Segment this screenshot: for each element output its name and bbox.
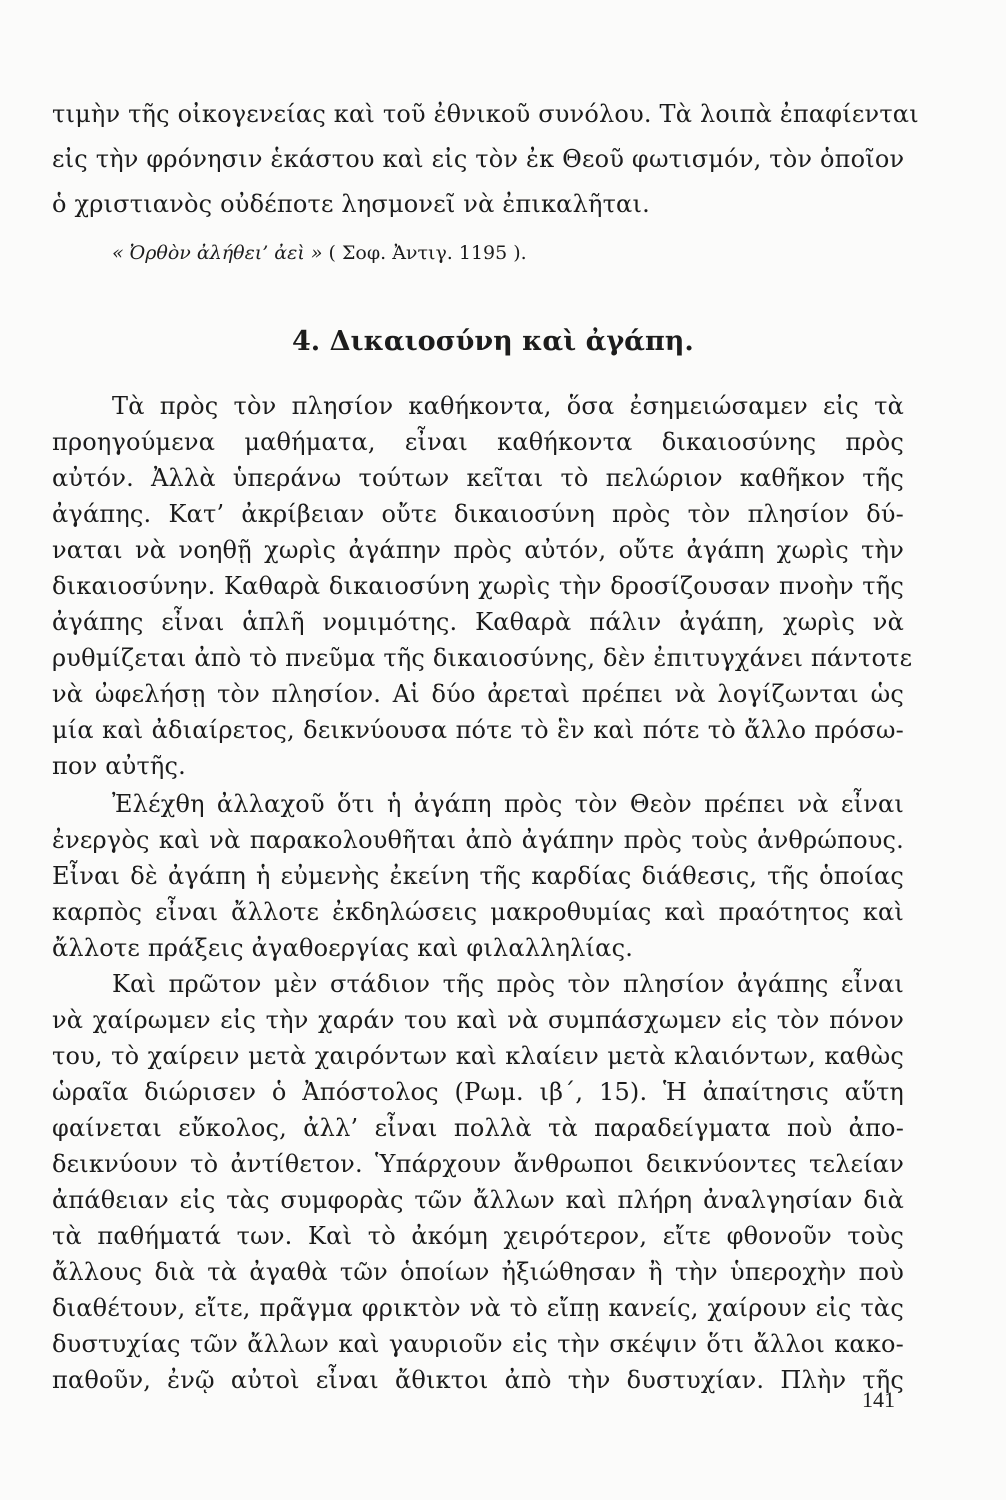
quotation — [112, 238, 527, 268]
text-line: Καὶ πρῶτον μὲν στάδιον τῆς πρὸς τὸν πλησίον ἀγάπης εἶναι — [112, 970, 904, 998]
text-line: τὰ παθήματά των. Καὶ τὸ ἀκόμη χειρότερον, εἴτε φθονοῦν τοὺς — [52, 1222, 904, 1250]
text-line: του, τὸ χαίρειν μετὰ χαιρόντων καὶ κλαίειν μετὰ κλαιόντων, καθὼς — [52, 1042, 904, 1070]
text-line: δικαιοσύνην. Καθαρὰ δικαιοσύνη χωρὶς τὴν δροσίζουσαν πνοὴν τῆς — [52, 572, 904, 600]
text-line: ἀγάπης. Κατ’ ἀκρίβειαν οὔτε δικαιοσύνη πρὸς τὸν πλησίον δύ- — [52, 500, 904, 528]
text-line: ρυθμίζεται ἀπὸ τὸ πνεῦμα τῆς δικαιοσύνης, δὲν ἐπιτυγχάνει πάντοτε — [52, 644, 913, 672]
text-line: Εἶναι δὲ ἀγάπη ἡ εὐμενὴς ἐκείνη τῆς καρδίας διάθεσις, τῆς ὁποίας — [52, 862, 904, 890]
text-line: εἰς τὴν φρόνησιν ἑκάστου καὶ εἰς τὸν ἐκ Θεοῦ φωτισμόν, τὸν ὁποῖον — [52, 145, 905, 173]
text-line: ναται νὰ νοηθῇ χωρὶς ἀγάπην πρὸς αὐτόν, οὔτε ἀγάπη χωρὶς τὴν — [52, 536, 904, 564]
section-heading: 4. Δικαιοσύνη καὶ ἀγάπη. — [292, 326, 694, 357]
text-line: Ἐλέχθη ἀλλαχοῦ ὅτι ἡ ἀγάπη πρὸς τὸν Θεὸν πρέπει νὰ εἶναι — [112, 790, 904, 818]
text-line: παθοῦν, ἐνῷ αὐτοὶ εἶναι ἄθικτοι ἀπὸ τὴν δυστυχίαν. Πλὴν τῆς — [52, 1366, 904, 1394]
text-line: δεικνύουν τὸ ἀντίθετον. Ὑπάρχουν ἄνθρωποι δεικνύοντες τελείαν — [52, 1150, 904, 1178]
text-line: δυστυχίας τῶν ἄλλων καὶ γαυριοῦν εἰς τὴν σκέψιν ὅτι ἄλλοι κακο- — [52, 1330, 904, 1358]
text-line: μία καὶ ἀδιαίρετος, δεικνύουσα πότε τὸ ἓν καὶ πότε τὸ ἄλλο πρόσω- — [52, 716, 904, 744]
text-line: καρπὸς εἶναι ἄλλοτε ἐκδηλώσεις μακροθυμίας καὶ πραότητος καὶ — [52, 898, 904, 926]
text-line: ἄλλοτε πράξεις ἀγαθοεργίας καὶ φιλαλληλίας. — [52, 934, 634, 962]
page-number: 141 — [862, 1387, 895, 1412]
text-line: τιμὴν τῆς οἰκογενείας καὶ τοῦ ἐθνικοῦ συνόλου. Τὰ λοιπὰ ἐπαφίενται — [52, 100, 919, 128]
text-line: προηγούμενα μαθήματα, εἶναι καθήκοντα δικαιοσύνης πρὸς — [52, 428, 904, 456]
text-line: διαθέτουν, εἴτε, πρᾶγμα φρικτὸν νὰ τὸ εἴπῃ κανείς, χαίρουν εἰς τὰς — [52, 1294, 904, 1322]
text-line: ἄλλους διὰ τὰ ἀγαθὰ τῶν ὁποίων ἠξιώθησαν ἢ τὴν ὑπεροχὴν ποὺ — [52, 1258, 904, 1286]
text-line: νὰ ὠφελήσῃ τὸν πλησίον. Αἱ δύο ἀρεταὶ πρέπει νὰ λογίζωνται ὡς — [52, 680, 904, 708]
text-line: αὐτόν. Ἀλλὰ ὑπεράνω τούτων κεῖται τὸ πελώριον καθῆκον τῆς — [52, 464, 904, 492]
text-line: φαίνεται εὔκολος, ἀλλ’ εἶναι πολλὰ τὰ παραδείγματα ποὺ ἀπο- — [52, 1114, 904, 1142]
quote-citation: ( Σοφ. Ἀντιγ. 1195 ). — [328, 242, 527, 264]
text-line: ὁ χριστιανὸς οὐδέποτε λησμονεῖ νὰ ἐπικαλῆται. — [52, 190, 650, 218]
text-line: ὡραῖα διώρισεν ὁ Ἀπόστολος (Ρωμ. ιβ΄, 15). Ἡ ἀπαίτησις αὕτη — [52, 1078, 904, 1106]
text-line: Τὰ πρὸς τὸν πλησίον καθήκοντα, ὅσα ἐσημειώσαμεν εἰς τὰ — [112, 392, 904, 420]
text-line: ἀγάπης εἶναι ἁπλῆ νομιμότης. Καθαρὰ πάλιν ἀγάπη, χωρὶς νὰ — [52, 608, 904, 636]
text-line: πον αὐτῆς. — [52, 752, 186, 780]
text-line: νὰ χαίρωμεν εἰς τὴν χαράν του καὶ νὰ συμπάσχωμεν εἰς τὸν πόνον — [52, 1006, 904, 1034]
quote-text: « Ὀρθὸν ἀλήθει’ ἀεὶ » — [112, 242, 323, 264]
text-line: ἐνεργὸς καὶ νὰ παρακολουθῆται ἀπὸ ἀγάπην πρὸς τοὺς ἀνθρώπους. — [52, 826, 904, 854]
text-line: ἀπάθειαν εἰς τὰς συμφορὰς τῶν ἄλλων καὶ πλήρη ἀναλγησίαν διὰ — [52, 1186, 904, 1214]
